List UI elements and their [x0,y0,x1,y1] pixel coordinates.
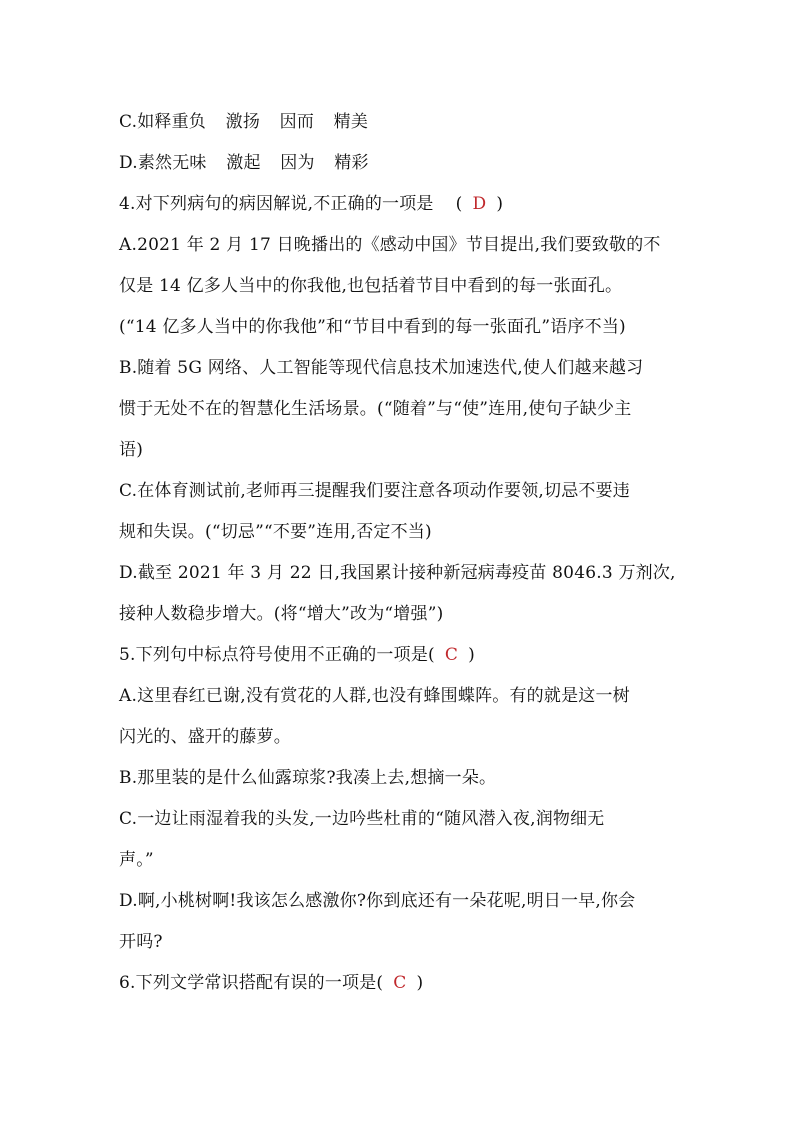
document-page [119,102,679,1004]
option-text: 精美 [333,112,369,132]
text-line: D.啊,小桃树啊!我该怎么感激你?你到底还有一朵花呢,明日一早,你会 [119,891,636,911]
text-line: (“14 亿多人当中的你我他”和“节目中看到的每一张面孔”语序不当) [119,317,626,337]
question-text: 4.对下列病句的病因解说,不正确的一项是 [119,194,434,214]
text-line: B.随着 5G 网络、人工智能等现代信息技术加速迭代,使人们越来越习 [119,358,644,378]
question-5-stem: 5.下列句中标点符号使用不正确的一项是( C ) [119,635,679,676]
text-line: A.这里春红已谢,没有赏花的人群,也没有蜂围蝶阵。有的就是这一树 [119,686,630,706]
option-text: 因而 [279,112,315,132]
option-text: 激扬 [225,112,261,132]
text-line: 仅是 14 亿多人当中的你我他,也包括着节目中看到的每一张面孔。 [119,276,623,296]
text-line: B.那里装的是什么仙露琼浆?我凑上去,想摘一朵。 [119,768,497,788]
answer-mark: C [393,973,407,993]
option-c-row [119,102,679,143]
question-text: 5.下列句中标点符号使用不正确的一项是 [119,645,429,665]
text-line: D.截至 2021 年 3 月 22 日,我国累计接种新冠病毒疫苗 8046.3 万剂次, [119,563,676,583]
text-line: 闪光的、盛开的藤萝。 [119,727,291,747]
question-text: 6.下列文学常识搭配有误的一项是 [119,973,377,993]
text-line: A.2021 年 2 月 17 日晚播出的《感动中国》节目提出,我们要致敬的不 [119,235,661,255]
text-line: 开吗? [119,932,163,952]
text-line: 惯于无处不在的智慧化生活场景。(“随着”与“使”连用,使句子缺少主 [119,399,632,419]
text-line: 规和失误。(“切忌”“不要”连用,否定不当) [119,522,432,542]
answer-mark: D [472,194,487,214]
text-line: 接种人数稳步增大。(将“增大”改为“增强”) [119,604,444,624]
option-text: 激起 [226,153,261,173]
text-line: 语) [119,440,144,460]
option-text: 因为 [280,153,315,173]
question-6-stem: 6.下列文学常识搭配有误的一项是( C ) [119,963,679,1004]
text-line: C.一边让雨湿着我的头发,一边吟些杜甫的“随风潜入夜,润物细无 [119,809,605,829]
option-d-row [119,143,679,184]
option-text: 精彩 [334,153,369,173]
option-text: C.如释重负 [119,112,207,132]
question-4-stem: 4.对下列病句的病因解说,不正确的一项是 ( D ) [119,184,679,225]
text-line: 声。” [119,850,154,870]
text-line: C.在体育测试前,老师再三提醒我们要注意各项动作要领,切忌不要违 [119,481,631,501]
option-text: D.素然无味 [119,153,207,173]
answer-mark: C [444,645,459,665]
